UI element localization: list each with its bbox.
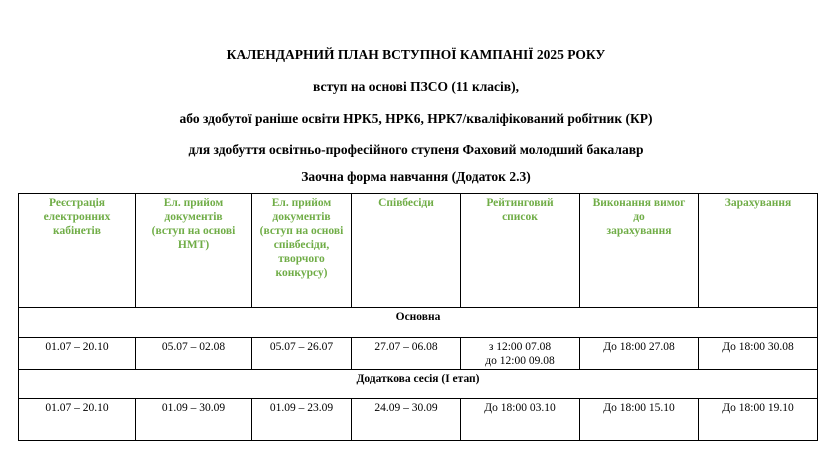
date-cell bbox=[352, 338, 461, 370]
subtitle-degree: для здобуття освітньо-професійного ступеня Фаховий молодший бакалавр bbox=[188, 142, 644, 157]
column-header-line: до bbox=[633, 211, 645, 223]
column-header bbox=[461, 194, 580, 308]
date-cell bbox=[136, 338, 252, 370]
column-header-line: Ел. прийом bbox=[163, 197, 224, 209]
date-value: До 18:00 30.08 bbox=[722, 341, 794, 353]
column-header-line: Співбесіди bbox=[378, 197, 434, 209]
date-value: 01.09 – 30.09 bbox=[161, 402, 226, 414]
date-value: з 12:00 07.08 bbox=[488, 341, 552, 353]
document-title: КАЛЕНДАРНИЙ ПЛАН ВСТУПНОЇ КАМПАНІЇ 2025 РОКУ bbox=[226, 47, 606, 62]
column-header bbox=[19, 194, 136, 308]
column-header bbox=[252, 194, 352, 308]
column-header-line: Зарахування bbox=[724, 197, 792, 209]
date-value: До 18:00 19.10 bbox=[722, 402, 794, 414]
section-title: Додаткова сесія (І етап) bbox=[19, 370, 818, 399]
subtitle-prior-education: або здобутої раніше освіти НРК5, НРК6, НРК7/кваліфікований робітник (КР) bbox=[179, 111, 653, 126]
section-title: Основна bbox=[19, 308, 818, 338]
column-header-line: (вступ на основі bbox=[151, 225, 236, 237]
column-header-line: (вступ на основі bbox=[259, 225, 344, 237]
column-header-line: документів bbox=[164, 211, 223, 223]
date-value: до 12:00 09.08 bbox=[485, 355, 555, 367]
date-value: 05.07 – 26.07 bbox=[269, 341, 334, 353]
table-row bbox=[19, 338, 818, 370]
column-header-line: співбесіди, bbox=[273, 239, 330, 251]
column-header-line: Виконання вимог bbox=[592, 197, 686, 209]
date-value: До 18:00 27.08 bbox=[603, 341, 675, 353]
date-cell bbox=[19, 399, 136, 441]
date-value: 01.09 – 23.09 bbox=[269, 402, 334, 414]
date-cell bbox=[252, 399, 352, 441]
date-cell bbox=[699, 399, 818, 441]
subtitle-study-form: Заочна форма навчання (Додаток 2.3) bbox=[301, 169, 531, 184]
table-header-row bbox=[19, 194, 818, 308]
date-cell bbox=[699, 338, 818, 370]
column-header-line: Ел. прийом bbox=[271, 197, 332, 209]
section-row bbox=[19, 370, 818, 399]
date-value: 24.09 – 30.09 bbox=[374, 402, 438, 414]
date-value: До 18:00 03.10 bbox=[484, 402, 556, 414]
column-header-line: список bbox=[502, 211, 538, 223]
date-cell bbox=[461, 338, 580, 370]
date-cell bbox=[136, 399, 252, 441]
date-cell bbox=[461, 399, 580, 441]
date-cell bbox=[352, 399, 461, 441]
date-value: 27.07 – 06.08 bbox=[374, 341, 438, 353]
column-header-line: Рейтинговий bbox=[486, 197, 554, 209]
column-header bbox=[699, 194, 818, 308]
column-header bbox=[352, 194, 461, 308]
subtitle-admission-basis: вступ на основі ПЗСО (11 класів), bbox=[313, 79, 519, 94]
date-value: 01.07 – 20.10 bbox=[45, 341, 109, 353]
section-row bbox=[19, 308, 818, 338]
column-header-line: Реєстрація bbox=[48, 197, 106, 209]
column-header-line: документів bbox=[272, 211, 331, 223]
column-header-line: кабінетів bbox=[53, 225, 101, 237]
column-header-line: творчого bbox=[278, 253, 325, 265]
calendar-plan-table bbox=[18, 193, 818, 441]
column-header-line: зарахування bbox=[606, 225, 672, 237]
column-header bbox=[580, 194, 699, 308]
date-value: До 18:00 15.10 bbox=[603, 402, 675, 414]
date-value: 01.07 – 20.10 bbox=[45, 402, 109, 414]
date-cell bbox=[252, 338, 352, 370]
date-cell bbox=[580, 399, 699, 441]
date-cell bbox=[580, 338, 699, 370]
table-row bbox=[19, 399, 818, 441]
date-cell bbox=[19, 338, 136, 370]
column-header-line: НМТ) bbox=[177, 239, 210, 251]
column-header-line: електронних bbox=[43, 211, 111, 223]
date-value: 05.07 – 02.08 bbox=[161, 341, 226, 353]
column-header bbox=[136, 194, 252, 308]
column-header-line: конкурсу) bbox=[275, 267, 328, 279]
